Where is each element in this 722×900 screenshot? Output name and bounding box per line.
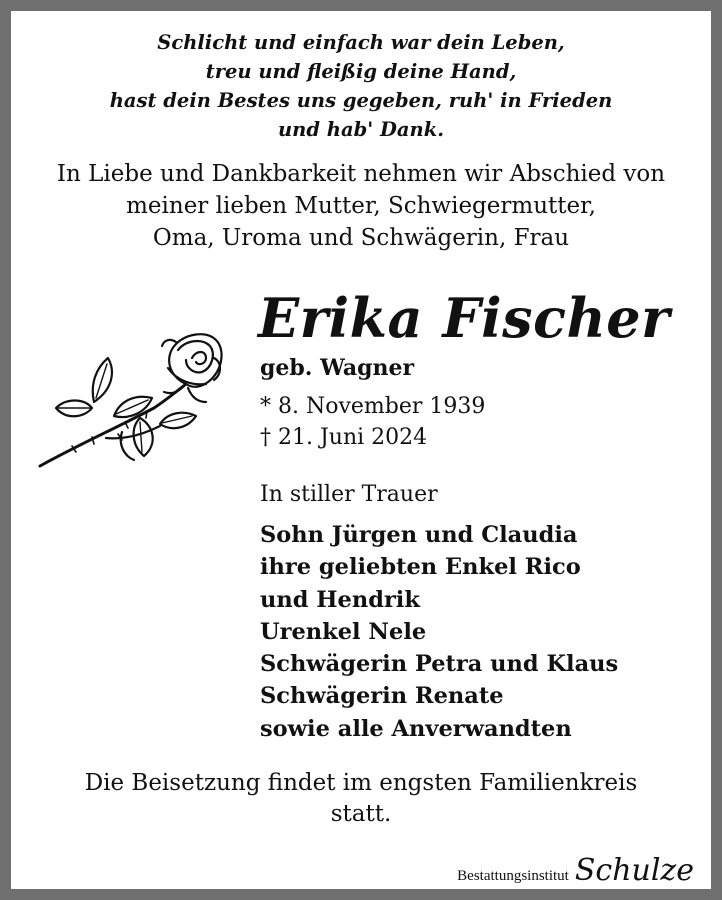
funeral-home-logo: Schulze [574, 853, 694, 888]
funeral-line: statt. [330, 801, 392, 827]
intro-line: Oma, Uroma und Schwägerin, Frau [152, 225, 570, 251]
poem-line: und hab' Dank. [277, 118, 444, 141]
life-dates [260, 391, 485, 453]
mourners-list [260, 519, 618, 745]
funeral-home-signature [457, 853, 694, 888]
birth-date: * 8. November 1939 [260, 394, 486, 419]
poem-line: Schlicht und einfach war dein Leben, [157, 31, 565, 54]
mourning-label: In stiller Trauer [260, 482, 438, 507]
funeral-line: Die Beisetzung findet im engsten Familienkreis [84, 770, 638, 796]
mourner-line: Schwägerin Renate [260, 683, 504, 710]
birth-name: geb. Wagner [260, 355, 415, 381]
mourner-line: Urenkel Nele [260, 618, 427, 645]
funeral-home-label: Bestattungsinstitut [457, 868, 569, 884]
mourner-line: Schwägerin Petra und Klaus [260, 651, 619, 678]
intro-line: meiner lieben Mutter, Schwiegermutter, [126, 193, 596, 219]
mourner-line: sowie alle Anverwandten [260, 715, 572, 742]
mourner-line: Sohn Jürgen und Claudia [260, 522, 578, 548]
mourner-line: und Hendrik [260, 586, 420, 613]
intro-line: In Liebe und Dankbarkeit nehmen wir Abschied von [56, 161, 666, 187]
mourner-line: ihre geliebten Enkel Rico [260, 554, 581, 581]
rose-icon [36, 328, 226, 498]
poem-line: treu und fleißig deine Hand, [205, 60, 517, 83]
poem-line: hast dein Bestes uns gegeben, ruh' in Frieden [109, 89, 613, 112]
deceased-name: Erika Fischer [258, 286, 671, 350]
intro-text [11, 158, 711, 254]
poem-verse [11, 28, 711, 144]
death-date: † 21. Juni 2024 [260, 425, 428, 450]
funeral-notice [11, 768, 711, 830]
